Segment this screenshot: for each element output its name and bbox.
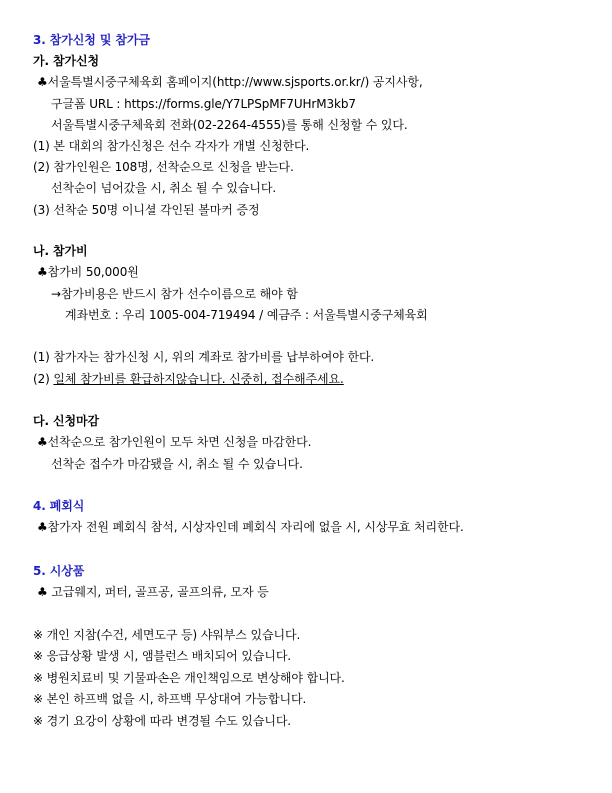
ga-item-3: (3) 선착순 50명 이니셜 각인된 볼마커 증정 <box>33 203 260 217</box>
ga-line-2: 구글폼 URL : https://forms.gle/Y7LPSpMF7UHrM3kb7 <box>51 97 356 111</box>
na-fee: ♣참가비 50,000원 <box>37 265 139 279</box>
na-account: 계좌번호 : 우리 1005-004-719494 / 예금주 : 서울특별시중구체육회 <box>65 308 428 322</box>
ga-item-2-continuation: 선착순이 넘어갔을 시, 취소 될 수 있습니다. <box>51 181 277 195</box>
note-item: ※ 본인 하프백 없을 시, 하프백 무상대여 가능합니다. <box>33 692 307 706</box>
note-item: ※ 응급상황 발생 시, 앰블런스 배치되어 있습니다. <box>33 649 292 663</box>
subsection-ga-title: 가. 참가신청 <box>33 54 99 68</box>
note-item: ※ 경기 요강이 상황에 따라 변경될 수도 있습니다. <box>33 714 292 728</box>
subsection-na-title: 나. 참가비 <box>33 244 88 258</box>
section-5-title: 5. 시상품 <box>33 564 85 578</box>
ga-item-1: (1) 본 대회의 참가신청은 선수 각자가 개별 신청한다. <box>33 139 310 153</box>
ga-item-2: (2) 참가인원은 108명, 선착순으로 신청을 받는다. <box>33 160 294 174</box>
section-5-line-1: ♣ 고급웨지, 퍼터, 골프공, 골프의류, 모자 등 <box>37 585 269 599</box>
na-note: →참가비용은 반드시 참가 선수이름으로 해야 함 <box>51 287 298 301</box>
da-line-1: ♣선착순으로 참가인원이 모두 차면 신청을 마감한다. <box>37 435 312 449</box>
section-4-line-1: ♣참가자 전원 폐회식 참석, 시상자인데 폐회식 자리에 없을 시, 시상무효 처리한다. <box>37 520 464 534</box>
na-item-2-number: (2) <box>33 372 50 386</box>
note-item: ※ 병원치료비 및 기물파손은 개인책임으로 변상해야 합니다. <box>33 671 345 685</box>
section-3-title: 3. 참가신청 및 참가금 <box>33 33 150 47</box>
ga-line-1: ♣서울특별시중구체육회 홈페이지(http://www.sjsports.or.kr/) 공지사항, <box>37 75 423 89</box>
na-item-2-text: 일체 참가비를 환급하지않습니다. 신중히, 접수해주세요. <box>53 372 344 386</box>
note-item: ※ 개인 지참(수건, 세면도구 등) 샤워부스 있습니다. <box>33 628 301 642</box>
subsection-da-title: 다. 신청마감 <box>33 414 99 428</box>
da-line-2: 선착순 접수가 마감됐을 시, 취소 될 수 있습니다. <box>51 457 303 471</box>
section-4-title: 4. 폐회식 <box>33 499 85 513</box>
na-item-2 <box>33 371 344 387</box>
ga-line-3: 서울특별시중구체육회 전화(02-2264-4555)를 통해 신청할 수 있다. <box>51 118 408 132</box>
na-item-1: (1) 참가자는 참가신청 시, 위의 계좌로 참가비를 납부하여야 한다. <box>33 350 375 364</box>
